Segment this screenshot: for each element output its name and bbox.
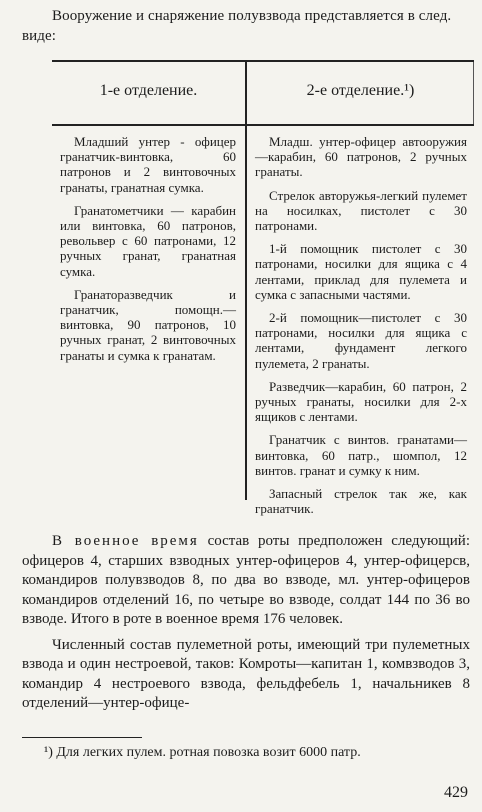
squad-2-entry: Младш. унтер-офицер автооружия—карабин, 60 патронов, 2 ручных гранаты. bbox=[255, 134, 467, 180]
page-number: 429 bbox=[444, 784, 468, 801]
intro-paragraph: Вооружение и снаряжение полувзвода представляется в след. виде: bbox=[22, 8, 452, 44]
column-header-squad-1: 1-е отделение. bbox=[99, 82, 198, 99]
squad-1-entry: Младший унтер - офицер гранатчик-винтовка, 60 патронов и 2 винтовочных гранаты, гранатная сумка. bbox=[60, 134, 236, 195]
squad-2-entry: Гранатчик с винтов. гранатами—винтовка, 60 патр., шомпол, 12 винтов. гранат и сумку к ним. bbox=[255, 432, 467, 478]
squad-2-entry: Запасный стрелок так же, как гранатчик. bbox=[255, 486, 467, 517]
column-header-squad-2: 2-е отделение.¹) bbox=[306, 82, 415, 99]
machinegun-company-paragraph: Численный состав пулеметной роты, имеющий три пулеметных взвода и один нестроевой, таков: Комроты—капитан 1, комвзводов 3, командир 4 нестроевого взвода, фельдфебель 1, начальникев 8 отделений—унтер-офице- bbox=[22, 636, 470, 711]
wartime-paragraph bbox=[22, 532, 470, 630]
equipment-table bbox=[52, 60, 474, 517]
squad-2-entry: 2-й помощник—пистолет с 30 патронами, носилки для ящика с лентами, фундамент легкого пулемета, 2 гранаты. bbox=[255, 310, 467, 371]
squad-2-entry: Разведчик—карабин, 60 патрон, 2 ручных гранаты, носилки для 2-х ящиков с лентами. bbox=[255, 378, 467, 425]
squad-2-column bbox=[255, 134, 467, 524]
wartime-rest: состав роты предположен следующий: офицеров 4, старших взводных унтер-офицеров 4, унтер-офицерсв, командиров полувзводов 8, по два во взводе, мл. унтер-офицеров командиров отделений 16, по четыре во взводе, солдат 144 по 36 во взводе. Итого в роте в военное время 176 человек. bbox=[22, 533, 470, 627]
body-text bbox=[22, 532, 470, 720]
wartime-lead: В военное время bbox=[52, 533, 199, 549]
squad-1-entry: Гранаторазведчик и гранатчик, помощн.—винтовка, 90 патронов, 10 ручных гранат, 2 винтовочных гранаты и сумка к гранатам. bbox=[60, 286, 236, 363]
squad-1-column bbox=[60, 134, 236, 371]
squad-2-entry: 1-й помощник пистолет с 30 патронами, носилки для ящика с 4 лентами, приклад для пулемета и сумка с запасными частями. bbox=[255, 241, 467, 302]
column-divider bbox=[245, 62, 247, 500]
footnote: ¹) Для легких пулем. ротная повозка возит 6000 патр. bbox=[44, 745, 361, 760]
squad-2-entry: Стрелок авторужья-легкий пулемет на носилках, пистолет с 30 патронами. bbox=[255, 187, 467, 234]
header-divider bbox=[52, 124, 474, 126]
footnote-divider bbox=[22, 737, 142, 738]
squad-1-entry: Гранатометчики — карабин или винтовка, 60 патронов, револьвер с 60 патронами, 12 ручных гранат, гранатная сумка. bbox=[60, 202, 236, 279]
